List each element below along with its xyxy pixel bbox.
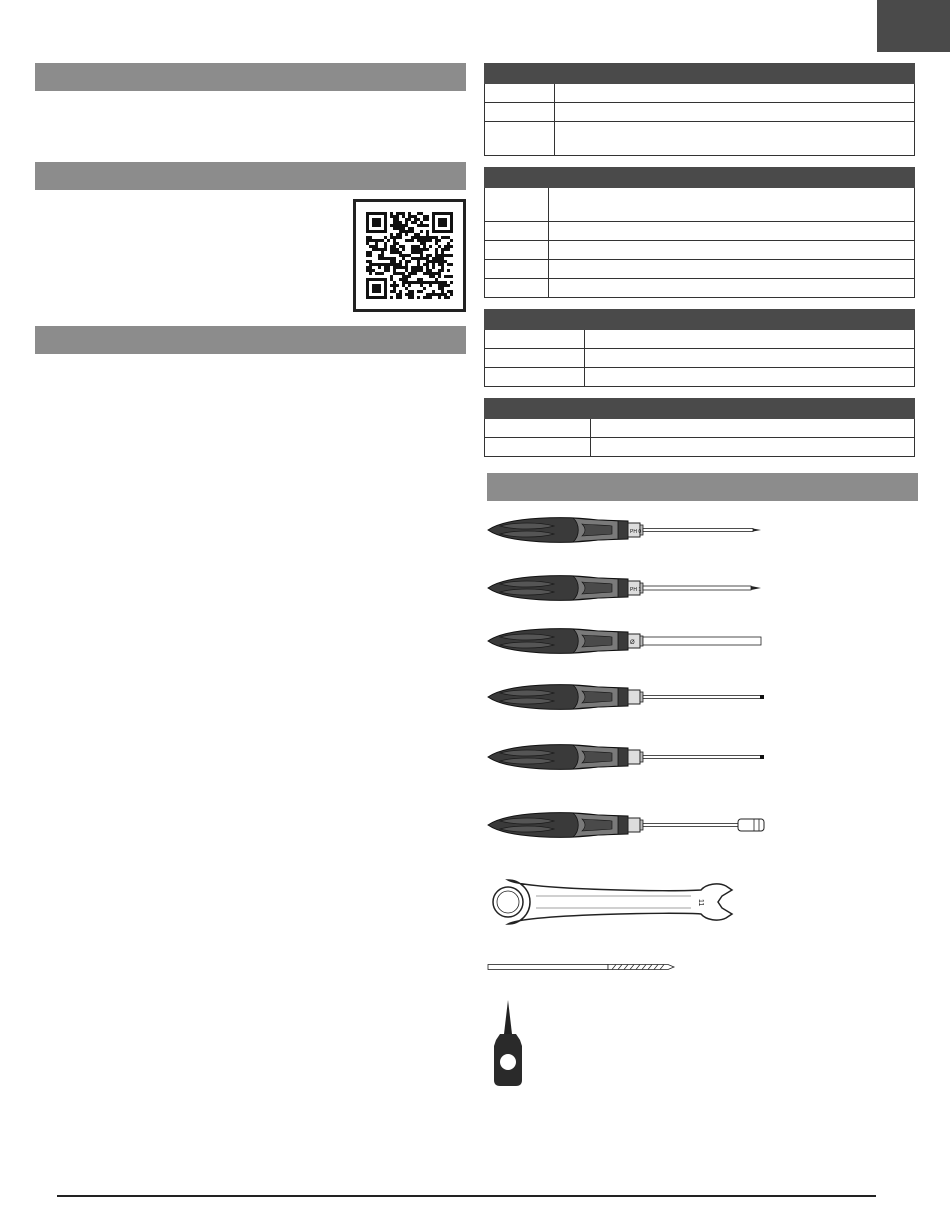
qr-code-icon xyxy=(366,212,453,299)
table-cell xyxy=(555,103,915,122)
table-cell xyxy=(591,438,915,457)
table-cell xyxy=(555,122,915,156)
table-cell xyxy=(485,279,549,298)
table-row xyxy=(485,260,915,279)
table-cell xyxy=(485,84,555,103)
tool-label: Ø xyxy=(630,640,635,646)
table-cell xyxy=(485,188,549,222)
table-cell xyxy=(585,349,915,368)
drill-bit-icon xyxy=(488,965,674,970)
socket-driver-icon xyxy=(488,813,764,838)
table-row xyxy=(485,368,915,387)
tool-label: 11 xyxy=(697,899,704,907)
table-row xyxy=(485,241,915,260)
table-row xyxy=(485,222,915,241)
table-cell xyxy=(485,330,585,349)
table-row xyxy=(485,330,915,349)
table-header xyxy=(485,310,915,330)
tools-illustration xyxy=(478,505,778,1105)
page-corner-tab xyxy=(877,0,950,52)
phillips-screwdriver-icon xyxy=(488,576,761,601)
table-cell xyxy=(555,84,915,103)
table-cell xyxy=(485,241,549,260)
combination-wrench-icon xyxy=(493,880,732,924)
section-bar-left-2 xyxy=(35,162,466,190)
table-cell xyxy=(585,368,915,387)
spec-table-3 xyxy=(484,309,915,387)
table-cell xyxy=(549,279,915,298)
table-cell xyxy=(549,241,915,260)
table-cell xyxy=(585,330,915,349)
section-bar-left-1 xyxy=(35,63,466,91)
table-row xyxy=(485,84,915,103)
spec-table-1 xyxy=(484,63,915,156)
table-row xyxy=(485,419,915,438)
table-cell xyxy=(591,419,915,438)
nut-driver-icon xyxy=(488,629,761,654)
table-row xyxy=(485,349,915,368)
tool-label: PH 1 xyxy=(630,587,642,593)
section-bar-tools xyxy=(487,473,918,501)
tool-label: PH 0 xyxy=(630,529,642,535)
table-cell xyxy=(485,349,585,368)
table-row xyxy=(485,122,915,156)
table-cell xyxy=(549,222,915,241)
table-cell xyxy=(549,188,915,222)
table-header xyxy=(485,64,915,84)
table-cell xyxy=(485,368,585,387)
table-cell xyxy=(485,103,555,122)
table-row xyxy=(485,188,915,222)
threadlock-bottle-icon xyxy=(494,1000,522,1086)
footer-rule xyxy=(57,1195,876,1197)
table-row xyxy=(485,279,915,298)
table-cell xyxy=(485,438,591,457)
table-cell xyxy=(485,260,549,279)
hex-driver-icon xyxy=(488,745,764,770)
table-row xyxy=(485,438,915,457)
table-cell xyxy=(549,260,915,279)
hex-driver-icon xyxy=(488,685,764,710)
table-cell xyxy=(485,122,555,156)
table-cell xyxy=(485,222,549,241)
spec-table-2 xyxy=(484,167,915,298)
table-header xyxy=(485,168,915,188)
phillips-screwdriver-icon xyxy=(488,518,761,543)
table-cell xyxy=(485,419,591,438)
qr-code-frame[interactable] xyxy=(353,199,466,312)
table-header xyxy=(485,399,915,419)
section-bar-left-3 xyxy=(35,326,466,354)
spec-table-4 xyxy=(484,398,915,457)
table-row xyxy=(485,103,915,122)
